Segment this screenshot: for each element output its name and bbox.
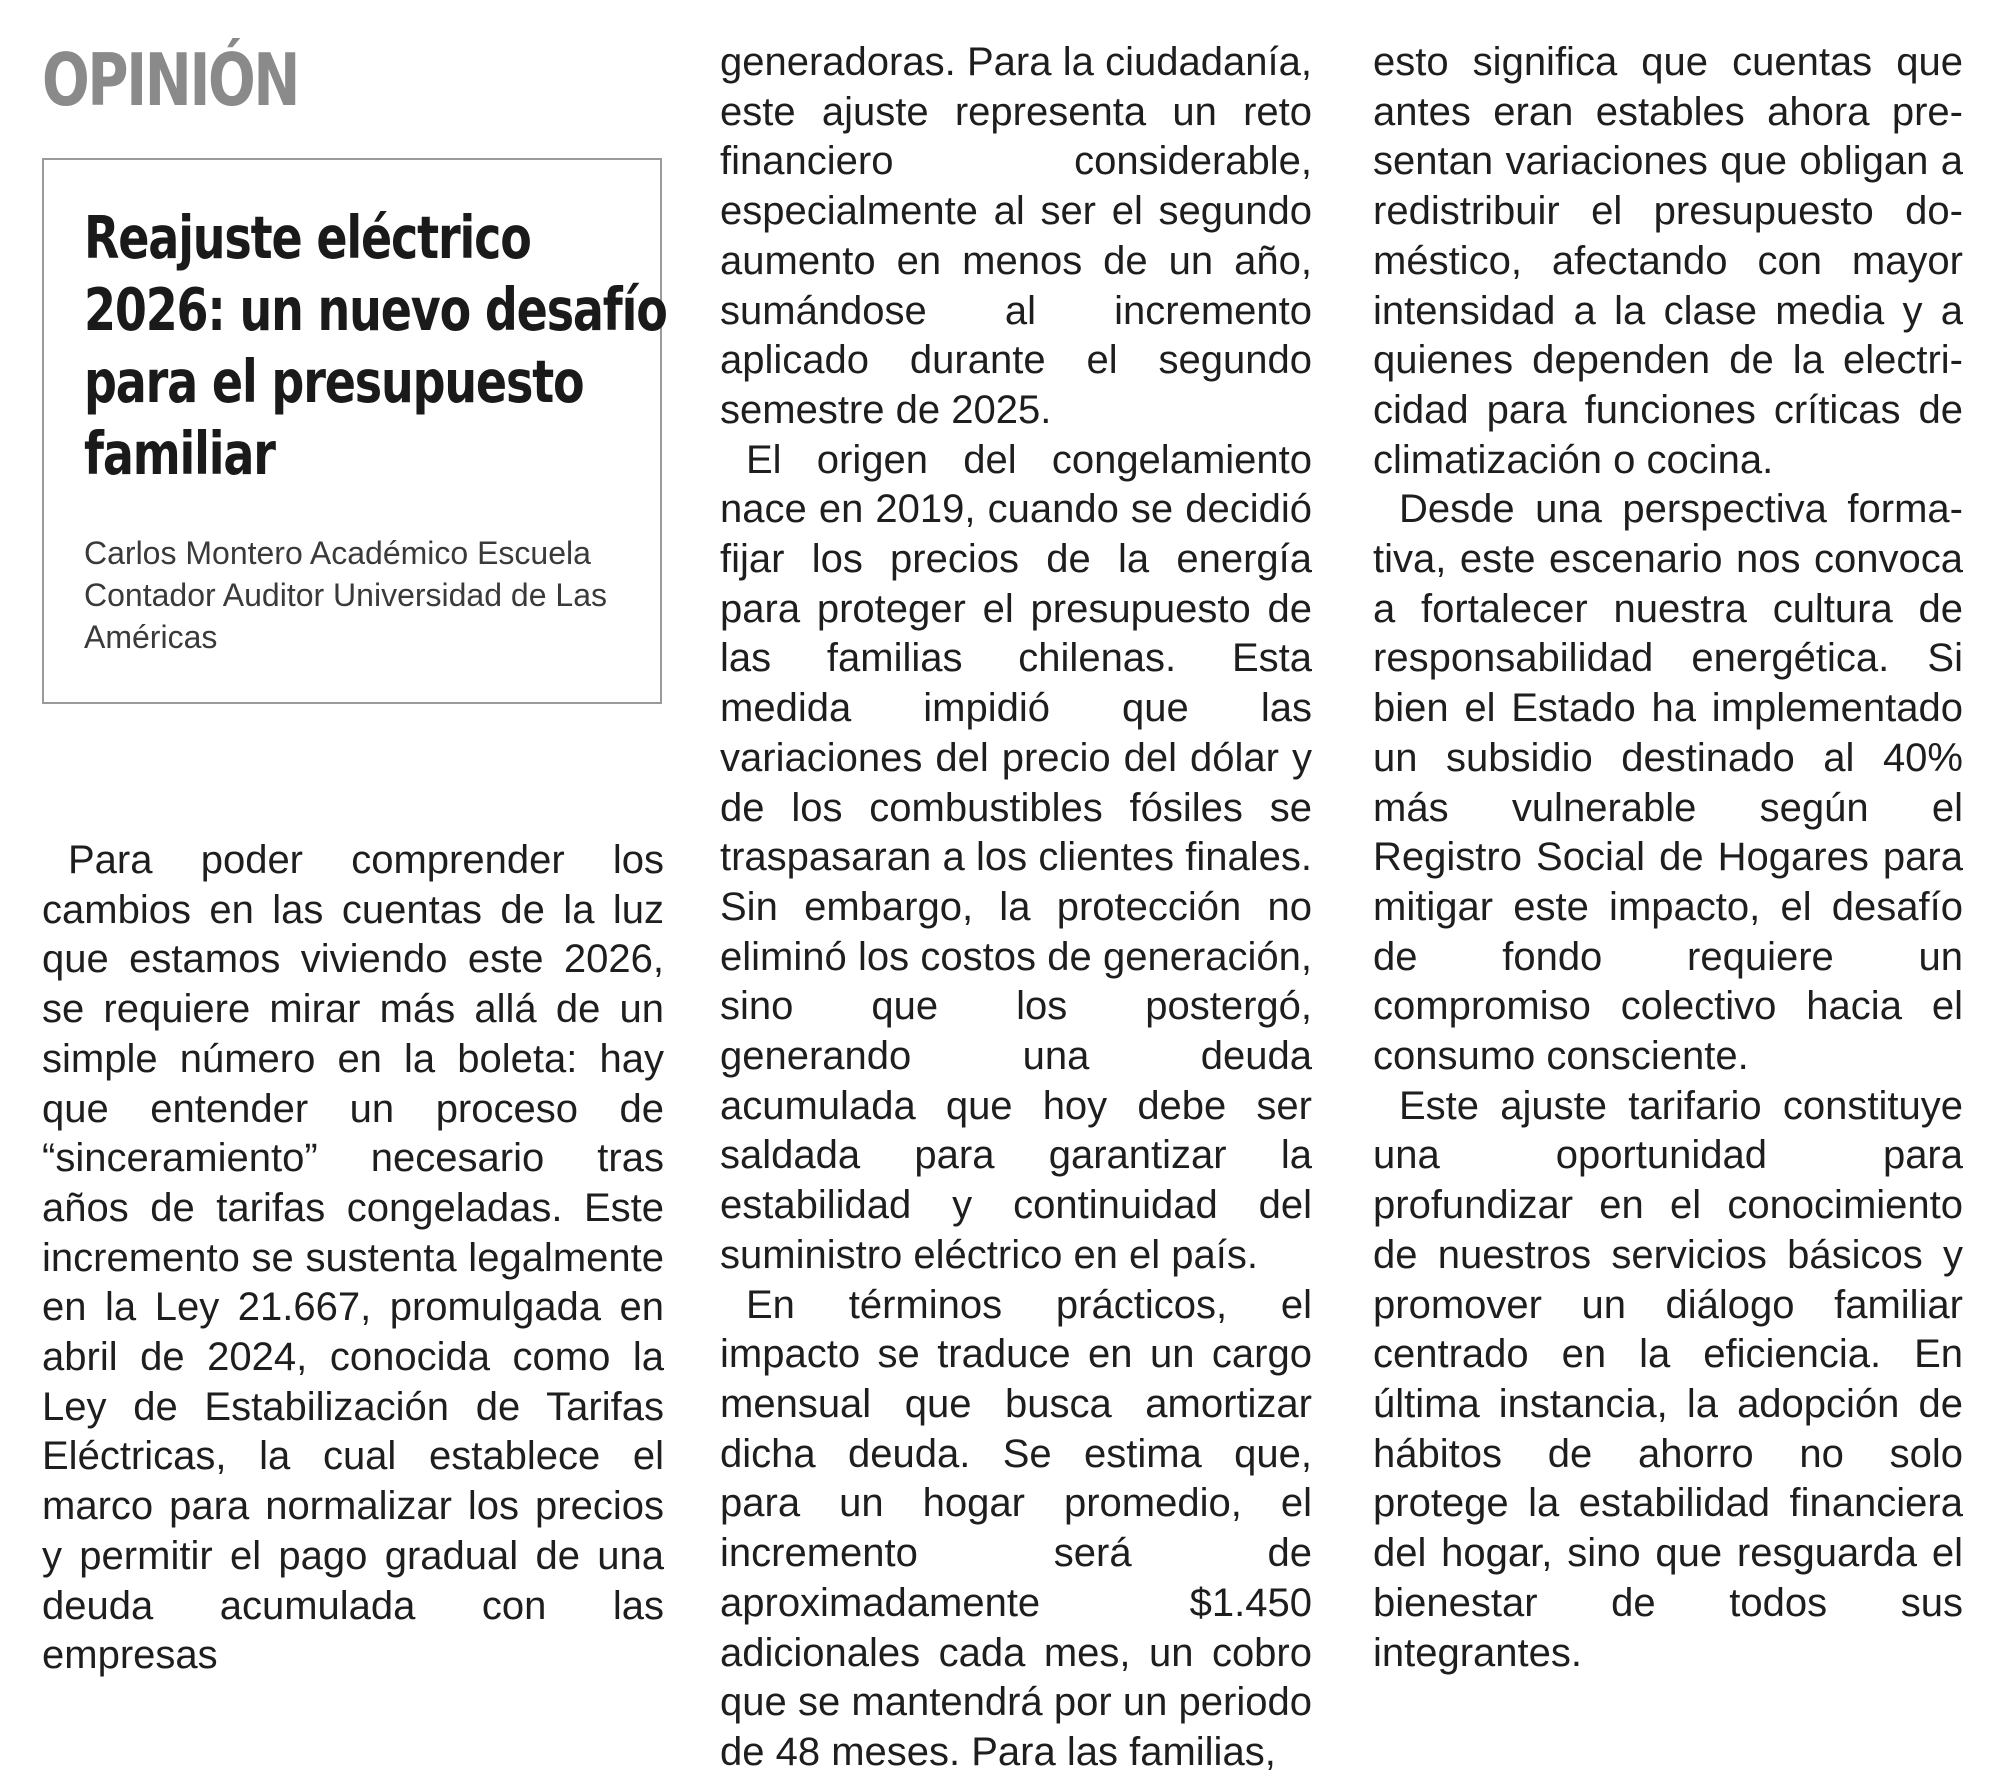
article-paragraph: En términos prácticos, el impacto se traduce en un cargo mensual que busca amortizar dicha deuda. Se estima que, para un hogar promedio, el incremento será de aproximadamente $1.450 adicionales cada mes, un cobro que se mantendrá por un periodo de 48 meses. Para las familias, [720,1282,1312,1774]
article-paragraph: Para poder comprender los cambios en las cuentas de la luz que estamos viviendo este 2026, se requiere mirar más allá de un simple número en la boleta: hay que entender un proceso de “sinceramiento” necesario tras años de tarifas congeladas. Este incremento se sustenta legalmente en la Ley 21.667, promulgada en abril de 2024, conocida como la Ley de Estabilización de Tarifas Eléctricas, la cual establece el marco para normalizar los precios y permitir el pago gradual de una deuda acumulada con las empresas [42,838,664,1678]
headline [84,202,667,490]
headline-line: 2026: un nuevo desafío [84,275,667,344]
article-paragraph: El origen del congelamiento nace en 2019, cuando se decidió fijar los precios de la energía para proteger el presupuesto de las familias chilenas. Esta medida impidió que las variaciones del precio del dólar y de los combustibles fósiles se traspasaran a los clientes finales. Sin embargo, la protección no eliminó los costos de generación, sino que los postergó, generando una deuda acumulada que hoy debe ser saldada para garantizar la estabilidad y continuidad del suministro eléctrico en el país. [720,437,1312,1277]
article-paragraph: esto significa que cuentas que antes eran estables ahora presentan variaciones que obligan a redistribuir el presupuesto doméstico, afectando con mayor intensidad a la clase media y a quienes dependen de la electricidad para funciones críticas de climatización o cocina. [1373,40,1963,482]
headline-box [42,158,667,704]
headline-line: Reajuste eléctrico [84,203,531,272]
article-paragraph: Desde una perspectiva formativa, este escenario nos convoca a fortalecer nuestra cultura de responsabilidad energética. Si bien el Estado ha implementado un subsidio destinado al 40% más vulnerable según el Registro Social de Hogares para mitigar este impacto, el desafío de fondo requiere un compromiso colectivo hacia el consumo consciente. [1373,487,1963,1079]
article-paragraph: Este ajuste tarifario constituye una oportunidad para profundizar en el conocimiento de nuestros servicios básicos y promover un diálogo familiar centrado en la eficiencia. En última instancia, la adopción de hábitos de ahorro no solo protege la estabilidad financiera del hogar, sino que resguarda el bienestar de todos sus integrantes. [1373,1083,1963,1675]
headline-line: para el presupuesto [84,347,584,416]
article-column-2 [720,38,1312,1778]
article-column-1 [42,836,664,1681]
author-byline: Carlos Montero Académico Escuela Contador Auditor Universidad de Las Américas [84,535,607,655]
article-paragraph: generadoras. Para la ciudadanía, este ajuste representa un reto financiero considerable, especialmente al ser el segundo aumento en menos de un año, sumándose al incremento aplicado durante el segundo semestre de 2025. [720,40,1312,432]
article-column-3 [1373,38,1963,1678]
section-label: OPINIÓN [42,38,299,122]
headline-line: familiar [84,419,275,488]
